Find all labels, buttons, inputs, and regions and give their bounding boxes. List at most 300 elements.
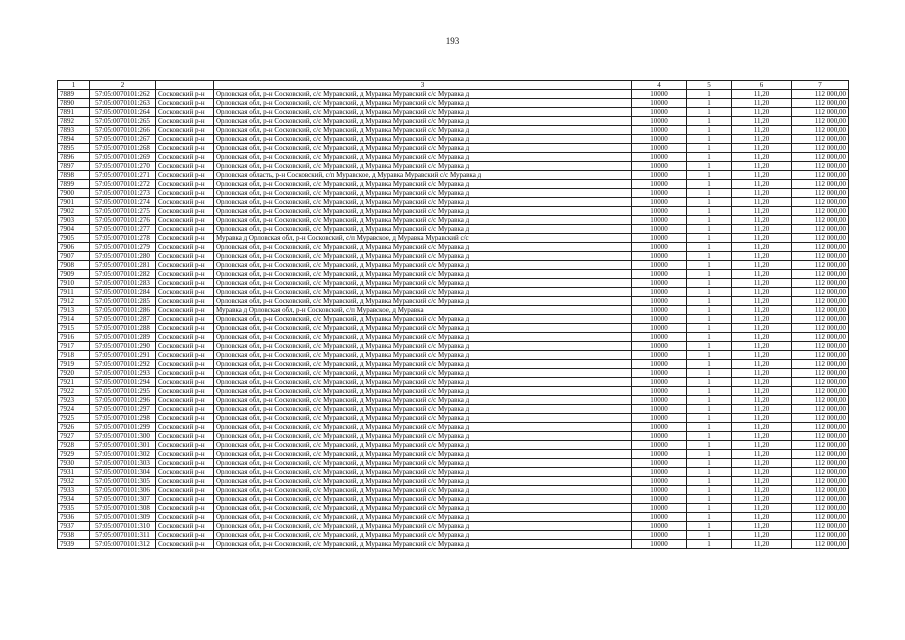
price-cell: 11,20: [732, 333, 792, 342]
district-cell: Сосковский р-н: [156, 486, 214, 495]
area-cell: 10000: [632, 99, 687, 108]
district-cell: Сосковский р-н: [156, 243, 214, 252]
area-cell: 10000: [632, 441, 687, 450]
cadastral-number-cell: 57:05:0070101:270: [90, 162, 156, 171]
total-cell: 112 000,00: [792, 414, 849, 423]
table-row: [58, 423, 849, 432]
row-number-cell: 7891: [58, 108, 90, 117]
district-cell: Сосковский р-н: [156, 297, 214, 306]
table-row: [58, 99, 849, 108]
address-cell: Орловская обл, р-н Сосковский, с/с Муравский, д Муравка Муравский с/с Муравка д: [214, 315, 632, 324]
price-cell: 11,20: [732, 198, 792, 207]
area-cell: 10000: [632, 378, 687, 387]
row-number-cell: 7938: [58, 531, 90, 540]
total-cell: 112 000,00: [792, 153, 849, 162]
district-cell: Сосковский р-н: [156, 477, 214, 486]
address-cell: Орловская обл, р-н Сосковский, с/с Муравский, д Муравка Муравский с/с Муравка д: [214, 477, 632, 486]
table-row: [58, 261, 849, 270]
cadastral-number-cell: 57:05:0070101:302: [90, 450, 156, 459]
count-cell: 1: [687, 369, 732, 378]
row-number-cell: 7899: [58, 180, 90, 189]
row-number-cell: 7893: [58, 126, 90, 135]
district-cell: Сосковский р-н: [156, 234, 214, 243]
area-cell: 10000: [632, 432, 687, 441]
table-row: [58, 342, 849, 351]
cadastral-number-cell: 57:05:0070101:288: [90, 324, 156, 333]
row-number-cell: 7912: [58, 297, 90, 306]
cadastral-number-cell: 57:05:0070101:303: [90, 459, 156, 468]
area-cell: 10000: [632, 243, 687, 252]
area-cell: 10000: [632, 297, 687, 306]
district-cell: Сосковский р-н: [156, 252, 214, 261]
total-cell: 112 000,00: [792, 243, 849, 252]
count-cell: 1: [687, 108, 732, 117]
address-cell: Орловская обл, р-н Сосковский, с/с Муравский, д Муравка Муравский с/с Муравка д: [214, 441, 632, 450]
cadastral-number-cell: 57:05:0070101:295: [90, 387, 156, 396]
cadastral-number-cell: 57:05:0070101:293: [90, 369, 156, 378]
cadastral-number-cell: 57:05:0070101:281: [90, 261, 156, 270]
cadastral-number-cell: 57:05:0070101:267: [90, 135, 156, 144]
row-number-cell: 7906: [58, 243, 90, 252]
column-header: 7: [792, 81, 849, 90]
column-header: 3: [214, 81, 632, 90]
district-cell: Сосковский р-н: [156, 468, 214, 477]
row-number-cell: 7935: [58, 504, 90, 513]
price-cell: 11,20: [732, 126, 792, 135]
area-cell: 10000: [632, 423, 687, 432]
count-cell: 1: [687, 459, 732, 468]
district-cell: Сосковский р-н: [156, 459, 214, 468]
district-cell: Сосковский р-н: [156, 279, 214, 288]
row-number-cell: 7916: [58, 333, 90, 342]
address-cell: Орловская обл, р-н Сосковский, с/с Муравский, д Муравка Муравский с/с Муравка д: [214, 459, 632, 468]
district-cell: Сосковский р-н: [156, 180, 214, 189]
total-cell: 112 000,00: [792, 189, 849, 198]
address-cell: Орловская обл, р-н Сосковский, с/с Муравский, д Муравка Муравский с/с Муравка д: [214, 297, 632, 306]
cadastral-number-cell: 57:05:0070101:296: [90, 396, 156, 405]
table-row: [58, 225, 849, 234]
district-cell: Сосковский р-н: [156, 423, 214, 432]
row-number-cell: 7909: [58, 270, 90, 279]
count-cell: 1: [687, 117, 732, 126]
table-row: [58, 369, 849, 378]
area-cell: 10000: [632, 513, 687, 522]
district-cell: Сосковский р-н: [156, 99, 214, 108]
table-row: [58, 288, 849, 297]
row-number-cell: 7932: [58, 477, 90, 486]
row-number-cell: 7936: [58, 513, 90, 522]
address-cell: Орловская обл, р-н Сосковский, с/с Муравский, д Муравка Муравский с/с Муравка д: [214, 540, 632, 549]
count-cell: 1: [687, 288, 732, 297]
area-cell: 10000: [632, 207, 687, 216]
price-cell: 11,20: [732, 117, 792, 126]
count-cell: 1: [687, 450, 732, 459]
district-cell: Сосковский р-н: [156, 369, 214, 378]
price-cell: 11,20: [732, 315, 792, 324]
row-number-cell: 7896: [58, 153, 90, 162]
address-cell: Муравка д Орловская обл, р-н Сосковский, с/п Муравское, д Муравка Муравский с/с: [214, 234, 632, 243]
table-row: [58, 504, 849, 513]
price-cell: 11,20: [732, 486, 792, 495]
address-cell: Муравка д Орловская обл, р-н Сосковский, с/п Муравское, д Муравка: [214, 306, 632, 315]
table-row: [58, 477, 849, 486]
cadastral-number-cell: 57:05:0070101:280: [90, 252, 156, 261]
address-cell: Орловская обл, р-н Сосковский, с/с Муравский, д Муравка Муравский с/с Муравка д: [214, 279, 632, 288]
address-cell: Орловская обл, р-н Сосковский, с/с Муравский, д Муравка Муравский с/с Муравка д: [214, 252, 632, 261]
total-cell: 112 000,00: [792, 99, 849, 108]
count-cell: 1: [687, 279, 732, 288]
district-cell: Сосковский р-н: [156, 144, 214, 153]
count-cell: 1: [687, 351, 732, 360]
column-header: 4: [632, 81, 687, 90]
total-cell: 112 000,00: [792, 468, 849, 477]
price-cell: 11,20: [732, 153, 792, 162]
cadastral-number-cell: 57:05:0070101:290: [90, 342, 156, 351]
count-cell: 1: [687, 477, 732, 486]
district-cell: Сосковский р-н: [156, 324, 214, 333]
row-number-cell: 7922: [58, 387, 90, 396]
area-cell: 10000: [632, 531, 687, 540]
district-cell: Сосковский р-н: [156, 270, 214, 279]
address-cell: Орловская обл, р-н Сосковский, с/с Муравский, д Муравка Муравский с/с Муравка д: [214, 405, 632, 414]
total-cell: 112 000,00: [792, 351, 849, 360]
table-row: [58, 531, 849, 540]
row-number-cell: 7900: [58, 189, 90, 198]
row-number-cell: 7921: [58, 378, 90, 387]
area-cell: 10000: [632, 333, 687, 342]
district-cell: Сосковский р-н: [156, 171, 214, 180]
count-cell: 1: [687, 234, 732, 243]
area-cell: 10000: [632, 261, 687, 270]
district-cell: Сосковский р-н: [156, 450, 214, 459]
area-cell: 10000: [632, 90, 687, 99]
price-cell: 11,20: [732, 162, 792, 171]
district-cell: Сосковский р-н: [156, 540, 214, 549]
table-body: [58, 90, 849, 549]
price-cell: 11,20: [732, 108, 792, 117]
price-cell: 11,20: [732, 351, 792, 360]
row-number-cell: 7910: [58, 279, 90, 288]
total-cell: 112 000,00: [792, 270, 849, 279]
total-cell: 112 000,00: [792, 90, 849, 99]
table-row: [58, 189, 849, 198]
table-row: [58, 459, 849, 468]
price-cell: 11,20: [732, 297, 792, 306]
total-cell: 112 000,00: [792, 297, 849, 306]
row-number-cell: 7895: [58, 144, 90, 153]
table-row: [58, 144, 849, 153]
row-number-cell: 7897: [58, 162, 90, 171]
column-header: 2: [90, 81, 156, 90]
price-cell: 11,20: [732, 540, 792, 549]
total-cell: 112 000,00: [792, 486, 849, 495]
total-cell: 112 000,00: [792, 279, 849, 288]
row-number-cell: 7920: [58, 369, 90, 378]
area-cell: 10000: [632, 171, 687, 180]
price-cell: 11,20: [732, 216, 792, 225]
cadastral-number-cell: 57:05:0070101:263: [90, 99, 156, 108]
cadastral-number-cell: 57:05:0070101:286: [90, 306, 156, 315]
table-row: [58, 396, 849, 405]
count-cell: 1: [687, 405, 732, 414]
total-cell: 112 000,00: [792, 171, 849, 180]
row-number-cell: 7930: [58, 459, 90, 468]
area-cell: 10000: [632, 216, 687, 225]
cadastral-number-cell: 57:05:0070101:274: [90, 198, 156, 207]
count-cell: 1: [687, 441, 732, 450]
table-row: [58, 135, 849, 144]
row-number-cell: 7926: [58, 423, 90, 432]
price-cell: 11,20: [732, 396, 792, 405]
district-cell: Сосковский р-н: [156, 504, 214, 513]
cadastral-number-cell: 57:05:0070101:276: [90, 216, 156, 225]
row-number-cell: 7933: [58, 486, 90, 495]
area-cell: 10000: [632, 279, 687, 288]
district-cell: Сосковский р-н: [156, 216, 214, 225]
district-cell: Сосковский р-н: [156, 414, 214, 423]
total-cell: 112 000,00: [792, 513, 849, 522]
price-cell: 11,20: [732, 99, 792, 108]
cadastral-number-cell: 57:05:0070101:307: [90, 495, 156, 504]
count-cell: 1: [687, 207, 732, 216]
area-cell: 10000: [632, 342, 687, 351]
price-cell: 11,20: [732, 378, 792, 387]
count-cell: 1: [687, 324, 732, 333]
cadastral-number-cell: 57:05:0070101:289: [90, 333, 156, 342]
total-cell: 112 000,00: [792, 207, 849, 216]
total-cell: 112 000,00: [792, 324, 849, 333]
price-cell: 11,20: [732, 306, 792, 315]
address-cell: Орловская обл, р-н Сосковский, с/с Муравский, д Муравка Муравский с/с Муравка д: [214, 108, 632, 117]
count-cell: 1: [687, 171, 732, 180]
district-cell: Сосковский р-н: [156, 360, 214, 369]
area-cell: 10000: [632, 198, 687, 207]
district-cell: Сосковский р-н: [156, 495, 214, 504]
address-cell: Орловская обл, р-н Сосковский, с/с Муравский, д Муравка Муравский с/с Муравка д: [214, 351, 632, 360]
count-cell: 1: [687, 468, 732, 477]
count-cell: 1: [687, 522, 732, 531]
address-cell: Орловская обл, р-н Сосковский, с/с Муравский, д Муравка Муравский с/с Муравка д: [214, 153, 632, 162]
area-cell: 10000: [632, 360, 687, 369]
area-cell: 10000: [632, 117, 687, 126]
count-cell: 1: [687, 162, 732, 171]
area-cell: 10000: [632, 351, 687, 360]
total-cell: 112 000,00: [792, 180, 849, 189]
price-cell: 11,20: [732, 270, 792, 279]
table-row: [58, 450, 849, 459]
table-row: [58, 153, 849, 162]
price-cell: 11,20: [732, 459, 792, 468]
price-cell: 11,20: [732, 144, 792, 153]
table-row: [58, 495, 849, 504]
total-cell: 112 000,00: [792, 225, 849, 234]
table-row: [58, 297, 849, 306]
area-cell: 10000: [632, 162, 687, 171]
count-cell: 1: [687, 126, 732, 135]
table-row: [58, 90, 849, 99]
area-cell: 10000: [632, 288, 687, 297]
table-row: [58, 486, 849, 495]
price-cell: 11,20: [732, 342, 792, 351]
cadastral-number-cell: 57:05:0070101:300: [90, 432, 156, 441]
total-cell: 112 000,00: [792, 441, 849, 450]
total-cell: 112 000,00: [792, 360, 849, 369]
district-cell: Сосковский р-н: [156, 117, 214, 126]
total-cell: 112 000,00: [792, 306, 849, 315]
price-cell: 11,20: [732, 234, 792, 243]
area-cell: 10000: [632, 108, 687, 117]
district-cell: Сосковский р-н: [156, 351, 214, 360]
address-cell: Орловская обл, р-н Сосковский, с/с Муравский, д Муравка Муравский с/с Муравка д: [214, 396, 632, 405]
table-row: [58, 117, 849, 126]
address-cell: Орловская обл, р-н Сосковский, с/с Муравский, д Муравка Муравский с/с Муравка д: [214, 342, 632, 351]
total-cell: 112 000,00: [792, 369, 849, 378]
price-cell: 11,20: [732, 171, 792, 180]
cadastral-number-cell: 57:05:0070101:309: [90, 513, 156, 522]
count-cell: 1: [687, 216, 732, 225]
address-cell: Орловская обл, р-н Сосковский, с/с Муравский, д Муравка Муравский с/с Муравка д: [214, 531, 632, 540]
table-row: [58, 405, 849, 414]
district-cell: Сосковский р-н: [156, 396, 214, 405]
total-cell: 112 000,00: [792, 396, 849, 405]
address-cell: Орловская обл, р-н Сосковский, с/с Муравский, д Муравка Муравский с/с Муравка д: [214, 432, 632, 441]
count-cell: 1: [687, 495, 732, 504]
price-cell: 11,20: [732, 441, 792, 450]
total-cell: 112 000,00: [792, 540, 849, 549]
count-cell: 1: [687, 261, 732, 270]
area-cell: 10000: [632, 540, 687, 549]
count-cell: 1: [687, 333, 732, 342]
address-cell: Орловская обл, р-н Сосковский, с/с Муравский, д Муравка Муравский с/с Муравка д: [214, 450, 632, 459]
price-cell: 11,20: [732, 180, 792, 189]
district-cell: Сосковский р-н: [156, 189, 214, 198]
cadastral-number-cell: 57:05:0070101:297: [90, 405, 156, 414]
count-cell: 1: [687, 486, 732, 495]
row-number-cell: 7894: [58, 135, 90, 144]
area-cell: 10000: [632, 396, 687, 405]
row-number-cell: 7929: [58, 450, 90, 459]
row-number-cell: 7939: [58, 540, 90, 549]
count-cell: 1: [687, 504, 732, 513]
price-cell: 11,20: [732, 261, 792, 270]
area-cell: 10000: [632, 315, 687, 324]
district-cell: Сосковский р-н: [156, 261, 214, 270]
address-cell: Орловская обл, р-н Сосковский, с/с Муравский, д Муравка Муравский с/с Муравка д: [214, 225, 632, 234]
price-cell: 11,20: [732, 513, 792, 522]
district-cell: Сосковский р-н: [156, 441, 214, 450]
price-cell: 11,20: [732, 432, 792, 441]
price-cell: 11,20: [732, 225, 792, 234]
count-cell: 1: [687, 270, 732, 279]
area-cell: 10000: [632, 153, 687, 162]
area-cell: 10000: [632, 504, 687, 513]
total-cell: 112 000,00: [792, 108, 849, 117]
land-plots-table: [57, 80, 849, 549]
address-cell: Орловская обл, р-н Сосковский, с/с Муравский, д Муравка Муравский с/с Муравка д: [214, 369, 632, 378]
cadastral-number-cell: 57:05:0070101:291: [90, 351, 156, 360]
row-number-cell: 7890: [58, 99, 90, 108]
cadastral-number-cell: 57:05:0070101:305: [90, 477, 156, 486]
area-cell: 10000: [632, 468, 687, 477]
district-cell: Сосковский р-н: [156, 207, 214, 216]
row-number-cell: 7925: [58, 414, 90, 423]
total-cell: 112 000,00: [792, 459, 849, 468]
price-cell: 11,20: [732, 531, 792, 540]
table-row: [58, 315, 849, 324]
count-cell: 1: [687, 135, 732, 144]
price-cell: 11,20: [732, 279, 792, 288]
total-cell: 112 000,00: [792, 216, 849, 225]
row-number-cell: 7907: [58, 252, 90, 261]
count-cell: 1: [687, 189, 732, 198]
address-cell: Орловская обл, р-н Сосковский, с/с Муравский, д Муравка Муравский с/с Муравка д: [214, 189, 632, 198]
row-number-cell: 7934: [58, 495, 90, 504]
address-cell: Орловская обл, р-н Сосковский, с/с Муравский, д Муравка Муравский с/с Муравка д: [214, 216, 632, 225]
address-cell: Орловская обл, р-н Сосковский, с/с Муравский, д Муравка Муравский с/с Муравка д: [214, 261, 632, 270]
table-row: [58, 468, 849, 477]
count-cell: 1: [687, 297, 732, 306]
cadastral-number-cell: 57:05:0070101:269: [90, 153, 156, 162]
address-cell: Орловская обл, р-н Сосковский, с/с Муравский, д Муравка Муравский с/с Муравка д: [214, 423, 632, 432]
price-cell: 11,20: [732, 360, 792, 369]
address-cell: Орловская обл, р-н Сосковский, с/с Муравский, д Муравка Муравский с/с Муравка д: [214, 504, 632, 513]
address-cell: Орловская обл, р-н Сосковский, с/с Муравский, д Муравка Муравский с/с Муравка д: [214, 333, 632, 342]
price-cell: 11,20: [732, 135, 792, 144]
price-cell: 11,20: [732, 387, 792, 396]
address-cell: Орловская обл, р-н Сосковский, с/с Муравский, д Муравка Муравский с/с Муравка д: [214, 270, 632, 279]
price-cell: 11,20: [732, 468, 792, 477]
address-cell: Орловская обл, р-н Сосковский, с/с Муравский, д Муравка Муравский с/с Муравка д: [214, 513, 632, 522]
table-row: [58, 333, 849, 342]
price-cell: 11,20: [732, 504, 792, 513]
total-cell: 112 000,00: [792, 378, 849, 387]
table-row: [58, 243, 849, 252]
cadastral-number-cell: 57:05:0070101:282: [90, 270, 156, 279]
table-row: [58, 171, 849, 180]
address-cell: Орловская обл, р-н Сосковский, с/с Муравский, д Муравка Муравский с/с Муравка д: [214, 243, 632, 252]
total-cell: 112 000,00: [792, 144, 849, 153]
district-cell: Сосковский р-н: [156, 162, 214, 171]
total-cell: 112 000,00: [792, 504, 849, 513]
count-cell: 1: [687, 99, 732, 108]
row-number-cell: 7919: [58, 360, 90, 369]
row-number-cell: 7902: [58, 207, 90, 216]
cadastral-number-cell: 57:05:0070101:277: [90, 225, 156, 234]
area-cell: 10000: [632, 450, 687, 459]
address-cell: Орловская обл, р-н Сосковский, с/с Муравский, д Муравка Муравский с/с Муравка д: [214, 99, 632, 108]
district-cell: Сосковский р-н: [156, 288, 214, 297]
count-cell: 1: [687, 342, 732, 351]
area-cell: 10000: [632, 270, 687, 279]
table-row: [58, 207, 849, 216]
row-number-cell: 7928: [58, 441, 90, 450]
cadastral-number-cell: 57:05:0070101:279: [90, 243, 156, 252]
district-cell: Сосковский р-н: [156, 198, 214, 207]
area-cell: 10000: [632, 189, 687, 198]
table-row: [58, 387, 849, 396]
count-cell: 1: [687, 378, 732, 387]
area-cell: 10000: [632, 495, 687, 504]
area-cell: 10000: [632, 459, 687, 468]
cadastral-number-cell: 57:05:0070101:312: [90, 540, 156, 549]
cadastral-number-cell: 57:05:0070101:272: [90, 180, 156, 189]
cadastral-number-cell: 57:05:0070101:273: [90, 189, 156, 198]
total-cell: 112 000,00: [792, 252, 849, 261]
area-cell: 10000: [632, 405, 687, 414]
total-cell: 112 000,00: [792, 198, 849, 207]
total-cell: 112 000,00: [792, 522, 849, 531]
district-cell: Сосковский р-н: [156, 126, 214, 135]
